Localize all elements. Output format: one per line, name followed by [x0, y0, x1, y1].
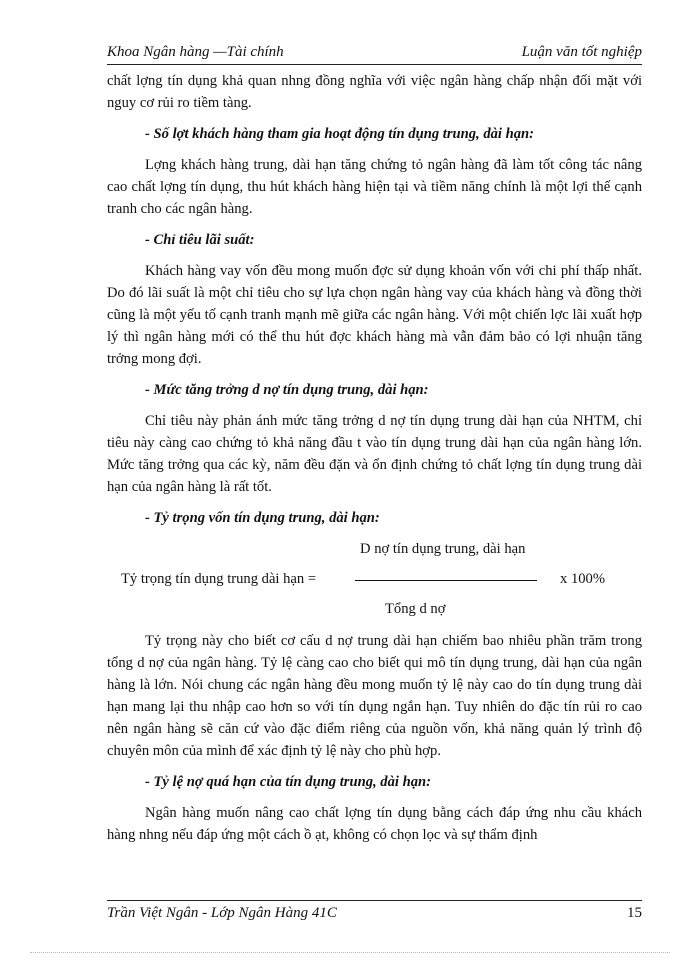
page-bottom-divider: [30, 952, 670, 953]
page-header: [107, 44, 642, 65]
paragraph-customer-count: Lợng khách hàng trung, dài hạn tăng chứng tỏ ngân hàng đã làm tốt công tác nâng cao chất lợng tín dụng, thu hút khách hàng hiện tại và tiềm năng chính là một lợi thế cạnh tranh cho các ngân hàng.: [107, 157, 642, 217]
heading-overdue-ratio: - Tỷ lệ nợ quá hạn của tín dụng trung, dài hạn:: [145, 774, 431, 790]
header-doc-type: Luận văn tốt nghiệp: [521, 44, 642, 60]
header-faculty: Khoa Ngân hàng —Tài chính: [107, 44, 284, 60]
credit-share-formula: [107, 538, 642, 624]
page-content: [107, 70, 642, 855]
heading-credit-share: - Tỷ trọng vốn tín dụng trung, dài hạn:: [145, 510, 380, 526]
fraction-bar: [355, 580, 537, 581]
page-number: 15: [627, 905, 642, 921]
heading-interest-rate: - Chỉ tiêu lãi suất:: [145, 232, 255, 248]
footer-author: Trần Việt Ngân - Lớp Ngân Hàng 41C: [107, 905, 337, 921]
formula-numerator: D nợ tín dụng trung, dài hạn: [360, 541, 526, 557]
heading-growth-rate: - Mức tăng trởng d nợ tín dụng trung, dài hạn:: [145, 382, 429, 398]
paragraph-growth-rate: Chỉ tiêu này phản ánh mức tăng trởng d nợ tín dụng trung dài hạn của NHTM, chỉ tiêu này càng cao chứng tỏ khả năng đầu t vào tín dụng trung dài hạn của ngân hàng lớn. Mức tăng trởng qua các kỳ, năm đều đặn và ổn định chứng tỏ chất lợng tín dụng trung dài hạn của ngân hàng là rất tốt.: [107, 413, 642, 495]
paragraph-intro: chất lợng tín dụng khả quan nhng đồng nghĩa với việc ngân hàng chấp nhận đối mặt với nguy cơ rủi ro tiềm tàng.: [107, 73, 642, 111]
heading-customer-count: - Số lợt khách hàng tham gia hoạt động tín dụng trung, dài hạn:: [145, 126, 535, 142]
formula-multiplier: x 100%: [560, 571, 605, 587]
paragraph-interest-rate: Khách hàng vay vốn đều mong muốn đợc sử dụng khoản vốn với chi phí thấp nhất. Do đó lãi suất là một chỉ tiêu cho sự lựa chọn ngân hàng vay của khách hàng và đồng thời cũng là một yếu tố cạnh tranh mạnh mẽ giữa các ngân hàng. Với một chiến lợc lãi xuất hợp lý thì ngân hàng mới có thể thu hút đợc khách hàng mà vẫn đảm bảo có lợi nhuận tăng trởng mong đợi.: [107, 263, 642, 367]
formula-lhs: Tỷ trọng tín dụng trung dài hạn =: [121, 571, 317, 587]
formula-denominator: Tổng d nợ: [385, 601, 446, 617]
paragraph-overdue-ratio: Ngân hàng muốn nâng cao chất lợng tín dụng bằng cách đáp ứng nhu cầu khách hàng nhng nếu đáp ứng một cách ồ ạt, không có chọn lọc và sự thẩm định: [107, 805, 642, 843]
page-footer: [107, 900, 642, 926]
paragraph-credit-share: Tỷ trọng này cho biết cơ cấu d nợ trung dài hạn chiếm bao nhiêu phần trăm trong tổng d nợ của ngân hàng. Tỷ lệ càng cao cho biết qui mô tín dụng trung, dài hạn của ngân hàng là lớn. Nói chung các ngân hàng đều mong muốn tỷ lệ này cao do tín dụng trung dài hạn mang lại thu nhập cao hơn so với tín dụng ngắn hạn. Tuy nhiên do đặc tín rủi ro cao nên ngân hàng sẽ căn cứ vào đặc điểm riêng của nguồn vốn, khả năng quản lý trình độ chuyên môn của mình để xác định tỷ lệ này cho phù hợp.: [107, 633, 642, 759]
